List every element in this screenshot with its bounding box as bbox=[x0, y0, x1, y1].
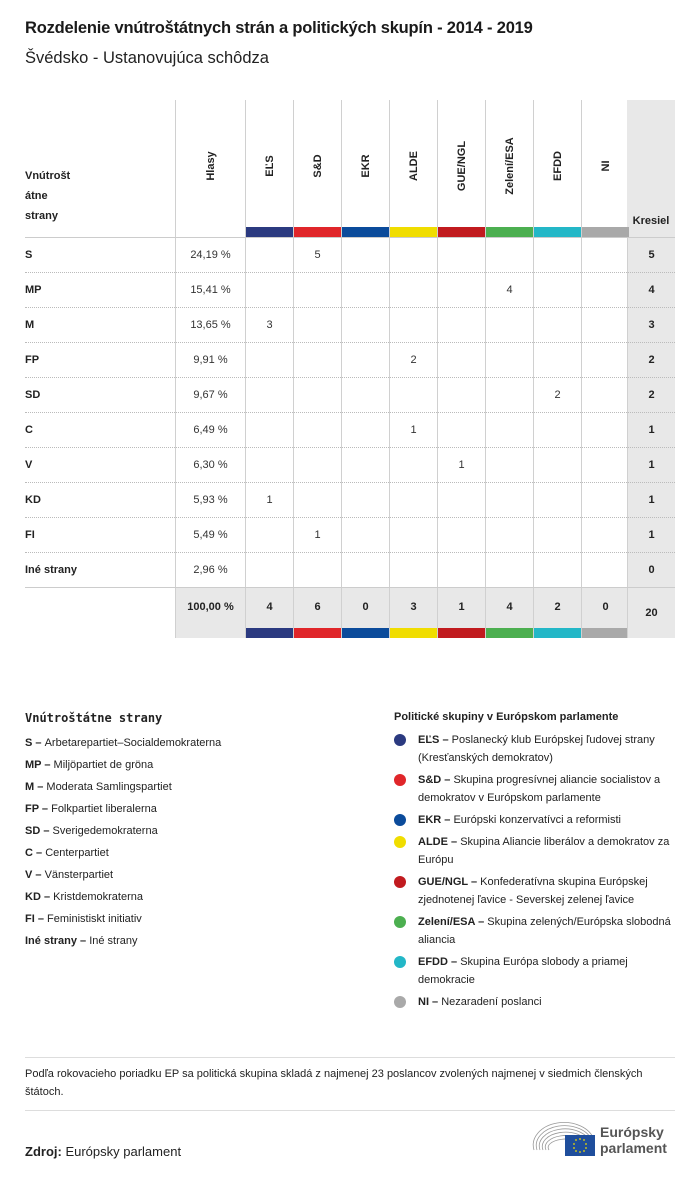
group-seat-cell bbox=[341, 238, 389, 273]
group-legend-item: GUE/NGL – Konfederatívna skupina Európskej zjednotenej ľavice - Severskej zelenej ľavice bbox=[394, 873, 684, 909]
group-total-value: 6 bbox=[314, 601, 321, 613]
table-row bbox=[25, 412, 675, 447]
source-label: Zdroj: bbox=[25, 1144, 62, 1159]
votes-value: 6,30 % bbox=[175, 448, 245, 483]
group-seat-cell bbox=[437, 483, 485, 518]
seats-value: 3 bbox=[627, 308, 675, 343]
party-legend-item: FI – Feministiskt initiativ bbox=[25, 913, 142, 925]
group-color-bar bbox=[534, 628, 581, 638]
votes-value: 6,49 % bbox=[175, 413, 245, 448]
group-total-cell bbox=[293, 588, 341, 638]
party-legend-name: Sverigedemokraterna bbox=[52, 825, 158, 837]
seats-column-header bbox=[627, 100, 675, 237]
party-legend-name: Moderata Samlingspartiet bbox=[46, 781, 172, 793]
group-header-label: EKR bbox=[359, 154, 372, 178]
party-legend-name: Miljöpartiet de gröna bbox=[53, 759, 154, 771]
group-total-value: 4 bbox=[266, 601, 273, 613]
group-color-bar bbox=[294, 628, 341, 638]
group-seat-cell bbox=[293, 273, 341, 308]
table-row bbox=[25, 377, 675, 412]
group-total-value: 3 bbox=[410, 601, 417, 613]
hemicycle-icon bbox=[530, 1120, 600, 1160]
party-code: V bbox=[25, 459, 33, 471]
group-legend-name: Nezaradení poslanci bbox=[441, 996, 542, 1008]
group-seat-cell bbox=[341, 308, 389, 343]
group-seat-cell bbox=[389, 378, 437, 413]
group-legend-name: Poslanecký klub Európskej ľudovej strany (Kresťanských demokratov) bbox=[418, 734, 655, 764]
group-seat-cell bbox=[581, 483, 629, 518]
party-legend-code: V bbox=[25, 869, 33, 881]
group-color-dot-icon bbox=[394, 956, 406, 968]
group-total-cell bbox=[437, 588, 485, 638]
group-total-value: 4 bbox=[506, 601, 513, 613]
group-legend-code: EFDD bbox=[418, 956, 448, 968]
group-seat-cell bbox=[341, 273, 389, 308]
group-total-cell bbox=[341, 588, 389, 638]
ep-logo bbox=[530, 1120, 680, 1160]
party-legend-code: Iné strany bbox=[25, 935, 77, 947]
group-seat-cell bbox=[389, 553, 437, 588]
party-legend-item: SD – Sverigedemokraterna bbox=[25, 825, 158, 837]
group-color-bar bbox=[390, 628, 437, 638]
group-header-label: EĽS bbox=[263, 155, 276, 177]
group-seat-cell bbox=[581, 413, 629, 448]
footnote: Podľa rokovacieho poriadku EP sa politická skupina skladá z najmenej 23 poslancov zvolených najmenej v siedmich členských štátoch. bbox=[25, 1068, 643, 1098]
group-color-bar bbox=[486, 628, 533, 638]
group-color-bar bbox=[534, 227, 581, 237]
party-legend-name: Iné strany bbox=[89, 935, 138, 947]
group-seat-cell bbox=[341, 518, 389, 553]
group-legend-name: Európski konzervatívci a reformisti bbox=[453, 814, 621, 826]
group-total-value: 1 bbox=[458, 601, 465, 613]
group-seat-cell bbox=[437, 308, 485, 343]
seats-header-label: Kresiel bbox=[632, 215, 670, 227]
group-seat-cell bbox=[581, 308, 629, 343]
group-header-label: Zelení/ESA bbox=[503, 137, 516, 195]
logo-text bbox=[600, 1124, 667, 1156]
group-legend-name: Skupina Aliancie liberálov a demokratov za Európu bbox=[418, 836, 670, 866]
group-seat-cell bbox=[485, 483, 533, 518]
table-row bbox=[25, 552, 675, 587]
group-seat-cell bbox=[437, 273, 485, 308]
party-legend-name: Folkpartiet liberalerna bbox=[51, 803, 157, 815]
group-color-dot-icon bbox=[394, 996, 406, 1008]
votes-value: 2,96 % bbox=[175, 553, 245, 588]
group-total-cell bbox=[485, 588, 533, 638]
table-header bbox=[25, 100, 675, 237]
seats-value: 5 bbox=[627, 238, 675, 273]
seats-value: 4 bbox=[627, 273, 675, 308]
group-seat-cell bbox=[581, 378, 629, 413]
group-seat-cell bbox=[293, 343, 341, 378]
party-legend-name: Kristdemokraterna bbox=[53, 891, 143, 903]
group-column-header bbox=[581, 100, 629, 237]
party-legend-code: C bbox=[25, 847, 33, 859]
party-legend-code: M bbox=[25, 781, 35, 793]
source-value: Európsky parlament bbox=[65, 1144, 182, 1159]
votes-value: 13,65 % bbox=[175, 308, 245, 343]
group-column-header bbox=[437, 100, 485, 237]
seats-value: 1 bbox=[627, 483, 675, 518]
party-legend-code: FI bbox=[25, 913, 35, 925]
seats-value: 1 bbox=[627, 518, 675, 553]
group-seat-cell: 2 bbox=[533, 378, 581, 413]
seats-value: 2 bbox=[627, 343, 675, 378]
group-color-dot-icon bbox=[394, 836, 406, 848]
group-column-header bbox=[389, 100, 437, 237]
table-row bbox=[25, 447, 675, 482]
group-seat-cell bbox=[389, 238, 437, 273]
group-color-dot-icon bbox=[394, 774, 406, 786]
party-header-line: Vnútrošt bbox=[25, 170, 71, 182]
votes-total: 100,00 % bbox=[175, 588, 245, 638]
group-seat-cell bbox=[581, 518, 629, 553]
results-table bbox=[25, 100, 675, 637]
group-seat-cell bbox=[245, 448, 293, 483]
group-seat-cell bbox=[293, 378, 341, 413]
group-total-value: 2 bbox=[554, 601, 561, 613]
group-legend-code: GUE/NGL bbox=[418, 876, 468, 888]
group-seat-cell bbox=[437, 518, 485, 553]
group-legend-name: Skupina Európa slobody a priamej demokracie bbox=[418, 956, 628, 986]
group-legend-name: Skupina progresívnej aliancie socialistov a demokratov v Európskom parlamente bbox=[418, 774, 661, 804]
group-legend-code: ALDE bbox=[418, 836, 448, 848]
group-seat-cell bbox=[533, 238, 581, 273]
group-color-dot-icon bbox=[394, 814, 406, 826]
party-legend-name: Centerpartiet bbox=[45, 847, 109, 859]
group-seat-cell bbox=[581, 553, 629, 588]
group-seat-cell bbox=[533, 343, 581, 378]
group-seat-cell bbox=[341, 378, 389, 413]
party-legend-code: MP bbox=[25, 759, 42, 771]
group-legend-code: EKR bbox=[418, 814, 442, 826]
party-code: SD bbox=[25, 389, 41, 401]
party-code: FP bbox=[25, 354, 40, 366]
party-code: M bbox=[25, 319, 35, 331]
party-header-line: strany bbox=[25, 210, 59, 222]
group-legend-item: EKR – Európski konzervatívci a reformisti bbox=[394, 811, 684, 829]
group-legend-item: Zelení/ESA – Skupina zelených/Európska slobodná aliancia bbox=[394, 913, 684, 949]
party-legend-code: KD bbox=[25, 891, 41, 903]
group-header-label: ALDE bbox=[407, 151, 420, 181]
group-color-bar bbox=[582, 628, 629, 638]
group-seat-cell: 1 bbox=[437, 448, 485, 483]
table-row bbox=[25, 307, 675, 342]
group-color-bar bbox=[438, 227, 485, 237]
group-legend-item: EFDD – Skupina Európa slobody a priamej demokracie bbox=[394, 953, 684, 989]
group-seat-cell bbox=[389, 308, 437, 343]
group-legend-code: NI bbox=[418, 996, 429, 1008]
group-total-cell bbox=[389, 588, 437, 638]
group-legend-item: S&D – Skupina progresívnej aliancie socialistov a demokratov v Európskom parlamente bbox=[394, 771, 684, 807]
divider bbox=[25, 1057, 675, 1058]
seats-value: 0 bbox=[627, 553, 675, 588]
group-seat-cell: 1 bbox=[293, 518, 341, 553]
group-seat-cell: 1 bbox=[245, 483, 293, 518]
group-seat-cell bbox=[533, 483, 581, 518]
group-seat-cell bbox=[485, 448, 533, 483]
party-legend-item: FP – Folkpartiet liberalerna bbox=[25, 803, 157, 815]
group-seat-cell bbox=[245, 413, 293, 448]
group-column-header bbox=[341, 100, 389, 237]
group-seat-cell bbox=[581, 273, 629, 308]
group-color-bar bbox=[582, 227, 629, 237]
party-code: S bbox=[25, 249, 33, 261]
group-seat-cell bbox=[245, 518, 293, 553]
party-legend-item: Iné strany – Iné strany bbox=[25, 935, 138, 947]
logo-line-1: Európsky bbox=[600, 1124, 664, 1140]
group-header-label: EFDD bbox=[551, 151, 564, 181]
votes-value: 15,41 % bbox=[175, 273, 245, 308]
group-seat-cell bbox=[341, 413, 389, 448]
party-legend-name: Vänsterpartiet bbox=[44, 869, 114, 881]
party-column-header bbox=[25, 166, 70, 226]
group-seat-cell bbox=[581, 343, 629, 378]
table-row bbox=[25, 482, 675, 517]
group-seat-cell bbox=[533, 273, 581, 308]
group-color-bar bbox=[246, 628, 293, 638]
divider bbox=[25, 1110, 675, 1111]
group-seat-cell bbox=[293, 413, 341, 448]
group-seat-cell bbox=[485, 413, 533, 448]
group-seat-cell bbox=[485, 308, 533, 343]
seats-value: 2 bbox=[627, 378, 675, 413]
group-column-header bbox=[245, 100, 293, 237]
group-seat-cell bbox=[437, 553, 485, 588]
group-legend-item: EĽS – Poslanecký klub Európskej ľudovej strany (Kresťanských demokratov) bbox=[394, 731, 684, 767]
logo-line-2: parlament bbox=[600, 1140, 667, 1156]
page-title: Rozdelenie vnútroštátnych strán a politických skupín - 2014 - 2019 bbox=[25, 19, 533, 37]
group-seat-cell bbox=[581, 448, 629, 483]
source bbox=[25, 1144, 181, 1159]
group-seat-cell: 1 bbox=[389, 413, 437, 448]
group-color-bar bbox=[246, 227, 293, 237]
group-color-bar bbox=[342, 628, 389, 638]
party-legend-title: Vnútroštátne strany bbox=[25, 711, 163, 725]
group-total-value: 0 bbox=[602, 601, 609, 613]
group-seat-cell bbox=[485, 553, 533, 588]
group-seat-cell bbox=[581, 238, 629, 273]
party-code: KD bbox=[25, 494, 41, 506]
group-legend bbox=[394, 711, 684, 1015]
group-seat-cell bbox=[245, 553, 293, 588]
totals-label-blank bbox=[25, 588, 175, 638]
party-legend-name: Feministiskt initiativ bbox=[47, 913, 142, 925]
party-legend-item: MP – Miljöpartiet de gröna bbox=[25, 759, 154, 771]
group-color-bar bbox=[438, 628, 485, 638]
group-seat-cell bbox=[437, 238, 485, 273]
group-color-bar bbox=[342, 227, 389, 237]
group-legend-name: Konfederatívna skupina Európskej zjednotenej ľavice - Severskej zelenej ľavice bbox=[418, 876, 648, 906]
group-column-header bbox=[293, 100, 341, 237]
group-seat-cell bbox=[245, 238, 293, 273]
table-row bbox=[25, 517, 675, 552]
group-seat-cell bbox=[533, 553, 581, 588]
group-legend-item: NI – Nezaradení poslanci bbox=[394, 993, 684, 1011]
group-seat-cell bbox=[533, 448, 581, 483]
party-legend-name: Arbetarepartiet–Socialdemokraterna bbox=[44, 737, 222, 749]
group-total-value: 0 bbox=[362, 601, 369, 613]
group-color-dot-icon bbox=[394, 734, 406, 746]
table-row bbox=[25, 272, 675, 307]
group-legend-code: S&D bbox=[418, 774, 442, 786]
group-column-header bbox=[533, 100, 581, 237]
group-seat-cell bbox=[293, 308, 341, 343]
party-code: Iné strany bbox=[25, 564, 77, 576]
group-seat-cell bbox=[437, 413, 485, 448]
group-seat-cell bbox=[437, 343, 485, 378]
group-total-cell bbox=[245, 588, 293, 638]
party-header-line: átne bbox=[25, 190, 48, 202]
group-color-bar bbox=[390, 227, 437, 237]
group-seat-cell bbox=[245, 378, 293, 413]
group-header-label: S&D bbox=[311, 154, 324, 178]
party-legend bbox=[25, 711, 365, 952]
group-header-label: NI bbox=[599, 160, 612, 172]
table-row bbox=[25, 342, 675, 377]
group-seat-cell bbox=[245, 273, 293, 308]
group-total-cell bbox=[581, 588, 629, 638]
group-seat-cell bbox=[485, 518, 533, 553]
group-seat-cell bbox=[341, 483, 389, 518]
group-seat-cell: 5 bbox=[293, 238, 341, 273]
group-header-label: GUE/NGL bbox=[455, 140, 468, 192]
party-legend-code: SD bbox=[25, 825, 41, 837]
party-legend-code: FP bbox=[25, 803, 39, 815]
votes-column-header bbox=[175, 100, 245, 237]
votes-header-label: Hlasy bbox=[204, 151, 217, 181]
group-total-cell bbox=[533, 588, 581, 638]
group-seat-cell bbox=[341, 553, 389, 588]
table-row bbox=[25, 237, 675, 272]
group-seat-cell bbox=[437, 378, 485, 413]
table-body bbox=[25, 237, 675, 587]
group-seat-cell bbox=[389, 448, 437, 483]
group-legend-code: EĽS bbox=[418, 734, 440, 746]
votes-value: 5,93 % bbox=[175, 483, 245, 518]
group-legend-item: ALDE – Skupina Aliancie liberálov a demokratov za Európu bbox=[394, 833, 684, 869]
group-seat-cell bbox=[533, 308, 581, 343]
party-legend-item: C – Centerpartiet bbox=[25, 847, 109, 859]
party-legend-item: S – Arbetarepartiet–Socialdemokraterna bbox=[25, 737, 222, 749]
group-seat-cell: 4 bbox=[485, 273, 533, 308]
votes-value: 9,91 % bbox=[175, 343, 245, 378]
group-seat-cell bbox=[485, 378, 533, 413]
party-code: MP bbox=[25, 284, 42, 296]
group-seat-cell bbox=[533, 413, 581, 448]
party-legend-code: S bbox=[25, 737, 33, 749]
seats-value: 1 bbox=[627, 413, 675, 448]
party-code: C bbox=[25, 424, 33, 436]
group-color-bar bbox=[486, 227, 533, 237]
group-seat-cell bbox=[341, 448, 389, 483]
group-legend-name: Skupina zelených/Európska slobodná aliancia bbox=[418, 916, 671, 946]
group-seat-cell bbox=[341, 343, 389, 378]
totals-row bbox=[25, 587, 675, 637]
seats-total: 20 bbox=[627, 588, 675, 638]
votes-value: 5,49 % bbox=[175, 518, 245, 553]
page-subtitle: Švédsko - Ustanovujúca schôdza bbox=[25, 49, 269, 67]
group-seat-cell bbox=[245, 343, 293, 378]
group-seat-cell bbox=[293, 448, 341, 483]
votes-value: 24,19 % bbox=[175, 238, 245, 273]
group-seat-cell bbox=[293, 483, 341, 518]
group-color-dot-icon bbox=[394, 916, 406, 928]
group-color-bar bbox=[294, 227, 341, 237]
group-seat-cell bbox=[293, 553, 341, 588]
group-seat-cell: 3 bbox=[245, 308, 293, 343]
group-seat-cell bbox=[389, 518, 437, 553]
seats-value: 1 bbox=[627, 448, 675, 483]
group-seat-cell bbox=[389, 483, 437, 518]
party-legend-item: V – Vänsterpartiet bbox=[25, 869, 114, 881]
party-code: FI bbox=[25, 529, 35, 541]
party-legend-item: KD – Kristdemokraterna bbox=[25, 891, 143, 903]
group-color-dot-icon bbox=[394, 876, 406, 888]
group-column-header bbox=[485, 100, 533, 237]
group-seat-cell bbox=[485, 343, 533, 378]
votes-value: 9,67 % bbox=[175, 378, 245, 413]
group-legend-title: Politické skupiny v Európskom parlamente bbox=[394, 711, 619, 723]
group-seat-cell bbox=[389, 273, 437, 308]
group-legend-code: Zelení/ESA bbox=[418, 916, 476, 928]
group-seat-cell: 2 bbox=[389, 343, 437, 378]
group-seat-cell bbox=[485, 238, 533, 273]
group-seat-cell bbox=[533, 518, 581, 553]
party-legend-item: M – Moderata Samlingspartiet bbox=[25, 781, 172, 793]
